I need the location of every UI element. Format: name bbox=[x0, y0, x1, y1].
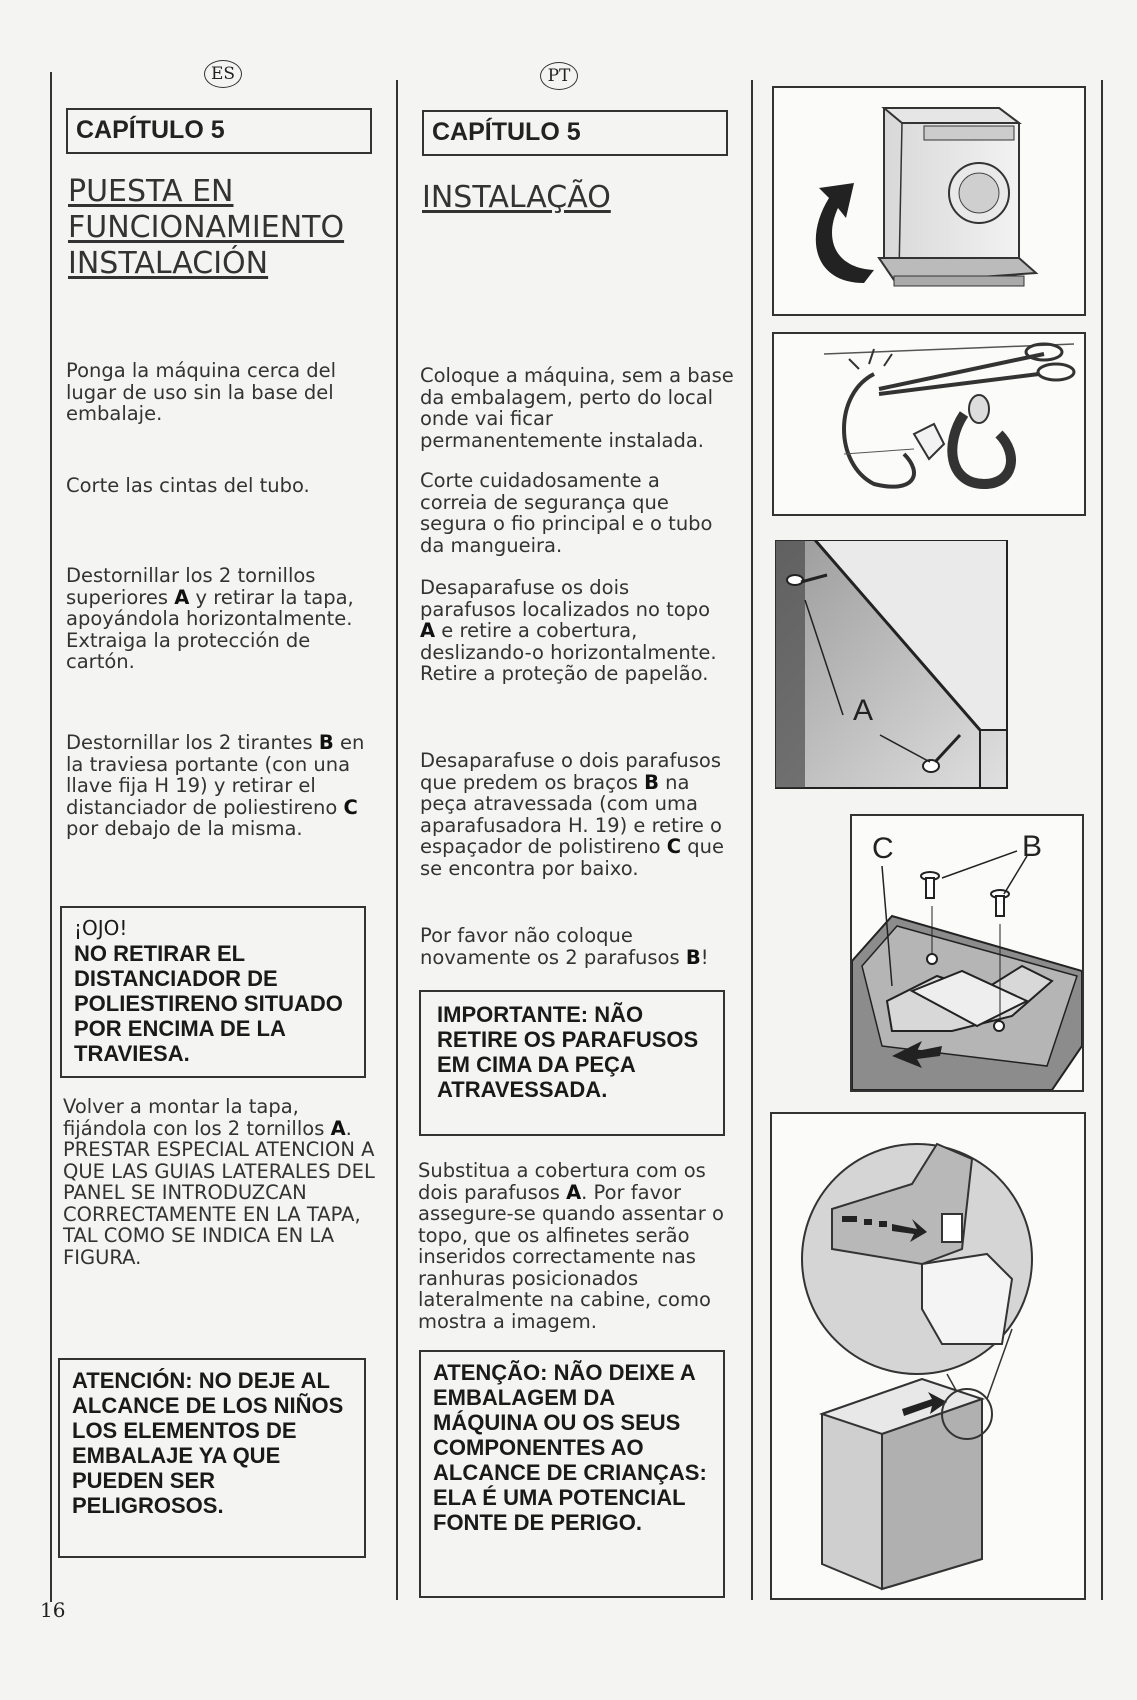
chapter-heading-pt: CAPÍTULO 5 bbox=[422, 110, 728, 156]
pt-p6-text-c: . Por favor assegure-se quando assentar o topo, que os alfinetes serão inseridos correctamente nas ranhuras posicionados lateralmente na cabine, como mostra a imagem. bbox=[418, 1180, 724, 1333]
es-p4-text-c: en la traviesa portante (con una llave fija H 19) y retirar el distanciador de poliestireno bbox=[66, 731, 365, 819]
es-p5-text-d: PRESTAR ESPECIAL ATENCION A QUE LAS GUIAS LATERALES DEL PANEL SE INTRODUZCAN CORRECTAMENTE EN LA TAPA, TAL COMO SE INDICA EN LA FIGURA. bbox=[63, 1138, 375, 1269]
label-c: C bbox=[872, 832, 894, 865]
column-rule-outer bbox=[1101, 80, 1103, 1600]
warning-heading-ojo: ¡OJO! bbox=[74, 916, 128, 940]
figure-tie-rods-spacer bbox=[850, 814, 1084, 1092]
pt-paragraph-3 bbox=[420, 577, 730, 685]
pt-p6-label-a: A bbox=[566, 1180, 582, 1204]
pt-p3-text-c: e retire a cobertura, deslizando-o horizontalmente. bbox=[420, 619, 717, 664]
label-b: B bbox=[1022, 830, 1043, 863]
page-title-es bbox=[68, 174, 388, 282]
pt-p6-text-a: Substitua a cobertura com os dois parafusos bbox=[418, 1159, 706, 1204]
figure-reassemble-top bbox=[770, 1112, 1086, 1600]
es-p4-text-e: por debajo de la misma. bbox=[66, 817, 303, 840]
page-title-pt: INSTALAÇÃO bbox=[422, 180, 611, 215]
column-rule-right bbox=[751, 80, 753, 1600]
title-line-3: INSTALACIÓN bbox=[68, 246, 269, 281]
pt-p3-label-a: A bbox=[420, 619, 436, 642]
pt-paragraph-4 bbox=[420, 750, 730, 879]
top-cover-illustration bbox=[775, 540, 1009, 790]
es-paragraph-1: Ponga la máquina cerca del lugar de uso sin la base del embalaje. bbox=[66, 359, 337, 425]
es-paragraph-3 bbox=[66, 565, 376, 673]
machine-illustration bbox=[774, 88, 1084, 314]
es-p3-label-a: A bbox=[174, 585, 190, 609]
pt-p4-label-c: C bbox=[666, 835, 682, 858]
pt-paragraph-2: Corte cuidadosamente a correia de segurança que segura o fio principal e o tubo da mangueira. bbox=[420, 469, 713, 557]
attention-box-pt: ATENÇÃO: NÃO DEIXE A EMBALAGEM DA MÁQUINA OU OS SEUS COMPONENTES AO ALCANCE DE CRIANÇAS: ELA É UMA POTENCIAL FONTE DE PERIGO. bbox=[419, 1350, 725, 1598]
pt-p4-label-b: B bbox=[644, 770, 659, 794]
important-box-pt: IMPORTANTE: NÃO RETIRE OS PARAFUSOS EM CIMA DA PEÇA ATRAVESSADA. bbox=[419, 990, 725, 1136]
figure-top-cover-screws bbox=[775, 540, 1009, 790]
pt-paragraph-5 bbox=[420, 925, 730, 968]
pt-paragraph-1: Coloque a máquina, sem a base da embalagem, perto do local onde vai ficar permanentemente instalada. bbox=[420, 364, 734, 452]
label-a: A bbox=[853, 694, 874, 727]
pt-p4-text-a: Desaparafuse o dois parafusos que predem os braços bbox=[420, 749, 721, 794]
warning-box-ojo bbox=[60, 906, 366, 1078]
attention-box-es: ATENCIÓN: NO DEJE AL ALCANCE DE LOS NIÑOS LOS ELEMENTOS DE EMBALAJE YA QUE PUEDEN SER PELIGROSOS. bbox=[58, 1358, 366, 1558]
column-rule-middle bbox=[396, 80, 398, 1600]
es-paragraph-5 bbox=[63, 1096, 378, 1268]
column-rule-left bbox=[50, 72, 52, 1602]
es-p5-label-a: A bbox=[330, 1116, 346, 1140]
language-badge-pt: PT bbox=[540, 62, 578, 90]
es-paragraph-2: Corte las cintas del tubo. bbox=[66, 474, 310, 497]
warning-body-ojo: NO RETIRAR EL DISTANCIADOR DE POLIESTIRENO SITUADO POR ENCIMA DE LA TRAVIESA. bbox=[74, 941, 343, 1066]
pt-p5-text-a: Por favor não coloque novamente os 2 parafusos bbox=[420, 924, 686, 969]
pt-p5-text-c: ! bbox=[700, 945, 709, 969]
es-p4-label-c: C bbox=[343, 795, 358, 819]
es-paragraph-4 bbox=[66, 732, 376, 840]
reassemble-illustration bbox=[772, 1114, 1084, 1598]
bolt-icon bbox=[921, 872, 939, 898]
title-line-2: FUNCIONAMIENTO bbox=[68, 210, 345, 245]
chapter-heading-es: CAPÍTULO 5 bbox=[66, 108, 372, 154]
es-p3-text-d: Extraiga la protección de cartón. bbox=[66, 628, 311, 673]
es-p3-text-a: Destornillar los 2 tornillos superiores bbox=[66, 564, 316, 609]
scissors-illustration bbox=[774, 334, 1084, 514]
title-line-1: PUESTA EN bbox=[68, 174, 234, 209]
tie-rods-illustration bbox=[852, 816, 1082, 1090]
pt-p3-text-a: Desaparafuse os dois parafusos localizados no topo bbox=[420, 576, 711, 621]
pt-paragraph-6 bbox=[418, 1160, 736, 1332]
pt-p3-text-d: Retire a proteção de papelão. bbox=[420, 662, 709, 685]
es-p5-text-c: . bbox=[345, 1116, 352, 1140]
pt-p5-label-b: B bbox=[685, 945, 701, 969]
es-p3-text-c: y retirar la tapa, apoyándola horizontalmente. bbox=[66, 585, 354, 630]
pt-p4-text-e: que se encontra por baixo. bbox=[420, 835, 724, 880]
figure-machine-off-base bbox=[772, 86, 1086, 316]
language-badge-es: ES bbox=[204, 60, 242, 88]
es-p4-label-b: B bbox=[318, 731, 334, 754]
es-p5-text-a: Volver a montar la tapa, fijándola con los 2 tornillos bbox=[63, 1095, 331, 1140]
es-p4-text-a: Destornillar los 2 tirantes bbox=[66, 731, 319, 754]
pt-p4-text-c: na peça atravessada (com uma aparafusadora H. 19) e retire o espaçador de polistireno bbox=[420, 770, 722, 858]
bolt-icon bbox=[991, 890, 1009, 916]
page-number: 16 bbox=[40, 1598, 66, 1622]
figure-cut-straps bbox=[772, 332, 1086, 516]
